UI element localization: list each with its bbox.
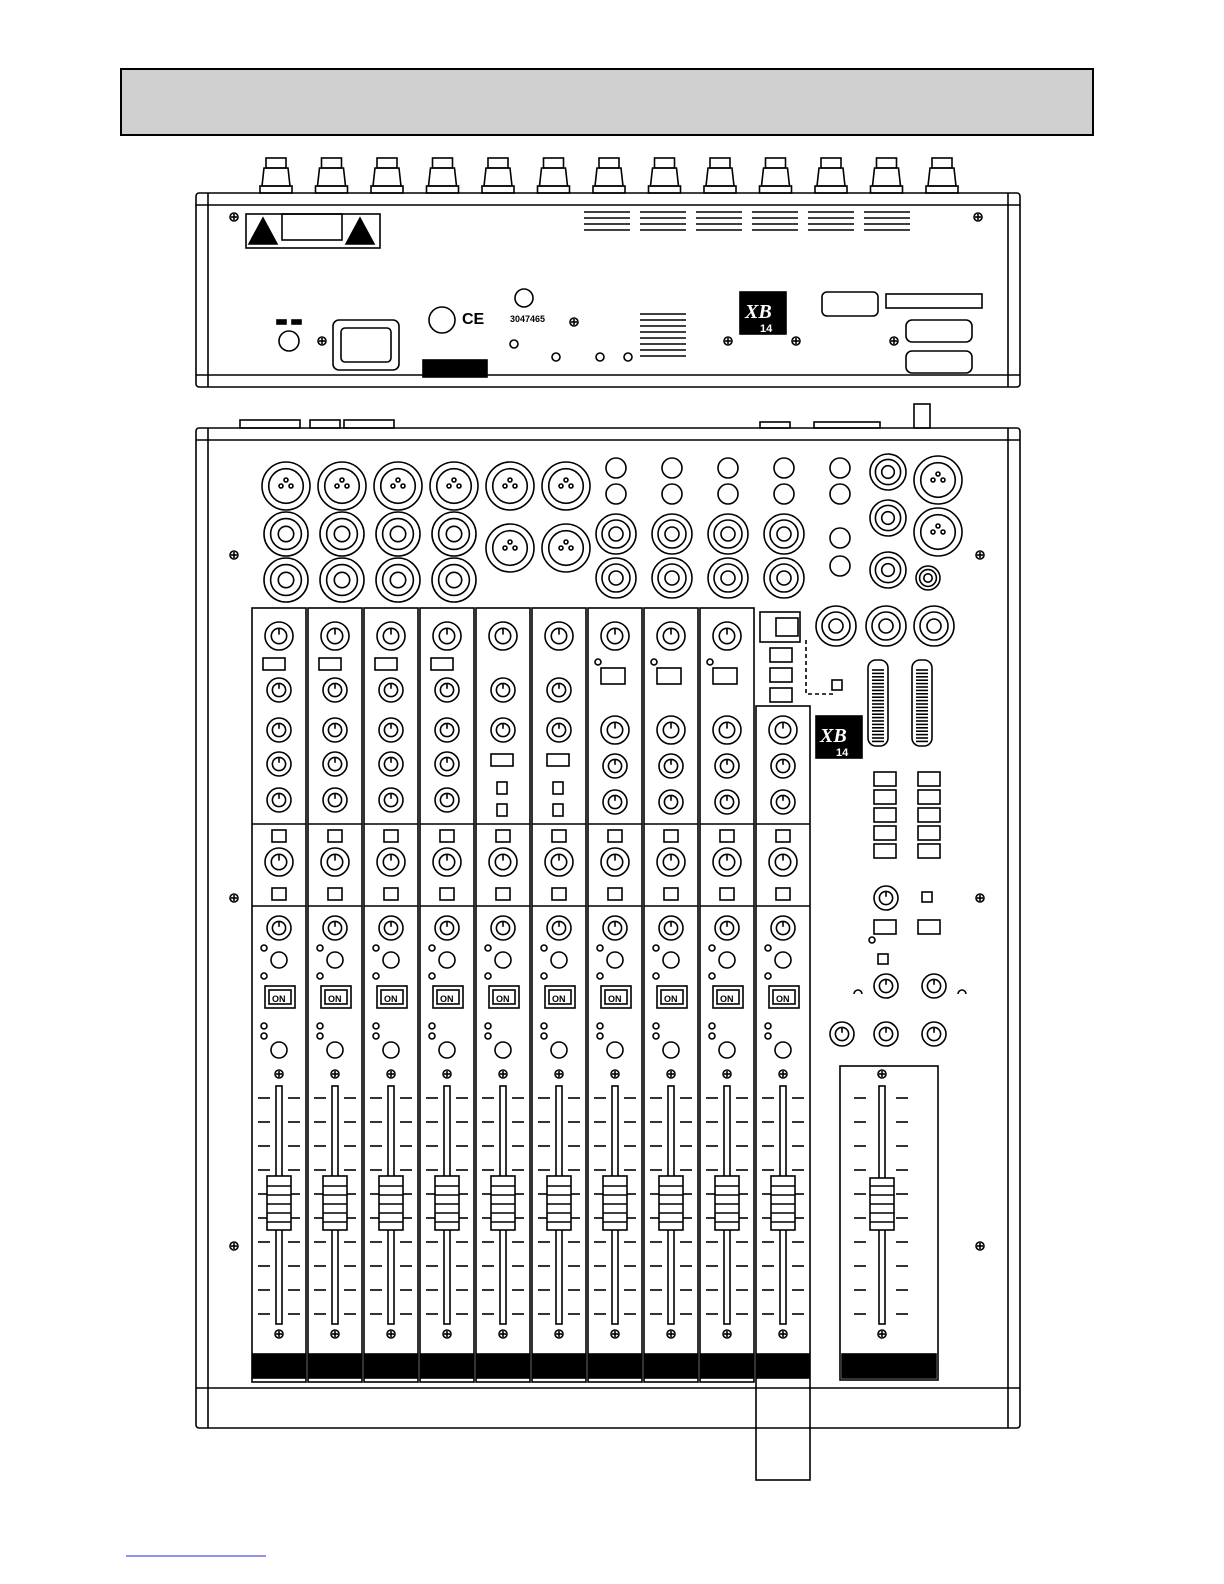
knob-cap-icon bbox=[932, 158, 952, 168]
knob-icon bbox=[547, 678, 571, 702]
scribble-strip bbox=[477, 1354, 529, 1378]
knob-icon bbox=[321, 848, 349, 876]
svg-text:14: 14 bbox=[836, 747, 849, 759]
channel-strip bbox=[756, 706, 810, 1480]
knob-icon bbox=[545, 622, 573, 650]
solo-button-icon bbox=[719, 1042, 735, 1058]
top-edge-connectors bbox=[240, 404, 930, 428]
on-button bbox=[433, 986, 463, 1008]
button-icon bbox=[874, 790, 896, 804]
button-icon bbox=[918, 808, 940, 822]
master-scribble-strip bbox=[842, 1354, 936, 1378]
channel-strips bbox=[252, 608, 810, 1480]
knob-icon bbox=[715, 754, 739, 778]
knob-icon bbox=[491, 718, 515, 742]
on-button bbox=[489, 986, 519, 1008]
button-icon bbox=[547, 754, 569, 766]
knob-icon bbox=[769, 716, 797, 744]
knob-icon bbox=[323, 678, 347, 702]
knob-icon bbox=[874, 1022, 898, 1046]
knob-icon bbox=[435, 788, 459, 812]
knob-icon bbox=[435, 718, 459, 742]
ce-mark: CE bbox=[462, 311, 485, 328]
knob-icon bbox=[323, 916, 347, 940]
knob-icon bbox=[323, 752, 347, 776]
knob-icon bbox=[771, 916, 795, 940]
knob-cap-icon bbox=[266, 158, 286, 168]
scribble-strip bbox=[589, 1354, 641, 1378]
knob-cap-icon bbox=[488, 158, 508, 168]
knob-cap-icon bbox=[766, 158, 786, 168]
knob-icon bbox=[433, 622, 461, 650]
knob-cap-icon bbox=[710, 158, 730, 168]
button-icon bbox=[328, 888, 342, 900]
button-icon bbox=[384, 888, 398, 900]
on-button bbox=[265, 986, 295, 1008]
knob-icon bbox=[489, 848, 517, 876]
knob-icon bbox=[267, 752, 291, 776]
knob-icon bbox=[435, 678, 459, 702]
knob-icon bbox=[379, 718, 403, 742]
knob-icon bbox=[435, 752, 459, 776]
button-icon bbox=[272, 830, 286, 842]
on-label: ON bbox=[384, 994, 398, 1004]
knob-icon bbox=[603, 916, 627, 940]
cert-number: 3047465 bbox=[510, 314, 546, 324]
knob-icon bbox=[603, 754, 627, 778]
select-button-icon bbox=[775, 952, 791, 968]
knob-icon bbox=[321, 622, 349, 650]
button-icon bbox=[918, 844, 940, 858]
on-label: ON bbox=[496, 994, 510, 1004]
button-icon bbox=[608, 830, 622, 842]
rear-knob-row bbox=[260, 158, 958, 193]
knob-icon bbox=[267, 916, 291, 940]
knob-icon bbox=[659, 754, 683, 778]
db25-port bbox=[906, 320, 972, 342]
select-button-icon bbox=[383, 952, 399, 968]
scribble-strip bbox=[533, 1354, 585, 1378]
button-icon bbox=[776, 888, 790, 900]
solo-button-icon bbox=[495, 1042, 511, 1058]
scribble-strip bbox=[645, 1354, 697, 1378]
channel-strip bbox=[476, 608, 530, 1382]
db25-port bbox=[906, 351, 972, 373]
button-icon bbox=[770, 688, 792, 702]
on-label: ON bbox=[328, 994, 342, 1004]
on-label: ON bbox=[776, 994, 790, 1004]
knob-icon bbox=[657, 622, 685, 650]
on-label: ON bbox=[720, 994, 734, 1004]
solo-button-icon bbox=[775, 1042, 791, 1058]
on-label: ON bbox=[664, 994, 678, 1004]
knob-icon bbox=[323, 788, 347, 812]
button-icon bbox=[553, 804, 563, 816]
channel-strip bbox=[308, 608, 362, 1382]
on-button bbox=[713, 986, 743, 1008]
knob-icon bbox=[603, 790, 627, 814]
knob-icon bbox=[323, 718, 347, 742]
knob-cap-icon bbox=[821, 158, 841, 168]
headphones-icon bbox=[958, 990, 966, 994]
knob-cap-icon bbox=[322, 158, 342, 168]
button-icon bbox=[657, 668, 681, 684]
knob-icon bbox=[659, 916, 683, 940]
button-icon bbox=[384, 830, 398, 842]
channel-strip bbox=[364, 608, 418, 1382]
button-icon bbox=[874, 826, 896, 840]
rca-jack-icon bbox=[718, 458, 738, 478]
button-icon bbox=[664, 888, 678, 900]
rear-logo: XB bbox=[745, 301, 772, 323]
select-button-icon bbox=[663, 952, 679, 968]
knob-icon bbox=[922, 974, 946, 998]
button-icon bbox=[552, 888, 566, 900]
knob-icon bbox=[659, 790, 683, 814]
knob-icon bbox=[435, 916, 459, 940]
rca-jack-icon bbox=[606, 458, 626, 478]
solo-button-icon bbox=[271, 1042, 287, 1058]
knob-cap-icon bbox=[544, 158, 564, 168]
scribble-strip bbox=[757, 1354, 809, 1378]
knob-icon bbox=[601, 622, 629, 650]
button-icon bbox=[918, 772, 940, 786]
channel-strip bbox=[700, 608, 754, 1382]
button-icon bbox=[918, 790, 940, 804]
button-icon bbox=[878, 954, 888, 964]
on-button bbox=[321, 986, 351, 1008]
scribble-strip bbox=[365, 1354, 417, 1378]
select-button-icon bbox=[495, 952, 511, 968]
select-button-icon bbox=[327, 952, 343, 968]
knob-icon bbox=[715, 916, 739, 940]
knob-cap-icon bbox=[433, 158, 453, 168]
button-icon bbox=[918, 826, 940, 840]
knob-icon bbox=[267, 788, 291, 812]
channel-strip bbox=[252, 608, 306, 1382]
knob-icon bbox=[657, 716, 685, 744]
on-label: ON bbox=[440, 994, 454, 1004]
power-switch-icon bbox=[279, 331, 299, 351]
top-panel bbox=[196, 404, 1020, 1480]
button-icon bbox=[552, 830, 566, 842]
scribble-strip bbox=[309, 1354, 361, 1378]
scribble-strip bbox=[421, 1354, 473, 1378]
solo-button-icon bbox=[383, 1042, 399, 1058]
on-button bbox=[657, 986, 687, 1008]
knob-icon bbox=[874, 886, 898, 910]
knob-icon bbox=[715, 790, 739, 814]
button-icon bbox=[601, 668, 625, 684]
knob-icon bbox=[601, 716, 629, 744]
button-icon bbox=[375, 658, 397, 670]
input-section bbox=[230, 454, 984, 646]
on-button bbox=[545, 986, 575, 1008]
knob-icon bbox=[491, 678, 515, 702]
button-icon bbox=[770, 648, 792, 662]
knob-icon bbox=[545, 848, 573, 876]
on-label: ON bbox=[272, 994, 286, 1004]
button-icon bbox=[922, 892, 932, 902]
knob-icon bbox=[379, 916, 403, 940]
on-button bbox=[377, 986, 407, 1008]
rear-vents bbox=[584, 212, 910, 230]
button-icon bbox=[874, 920, 896, 934]
rca-jack-icon bbox=[774, 458, 794, 478]
button-icon bbox=[713, 668, 737, 684]
warning-triangle-icon bbox=[249, 218, 277, 244]
svg-text:14: 14 bbox=[760, 323, 773, 335]
select-button-icon bbox=[607, 952, 623, 968]
knob-icon bbox=[377, 622, 405, 650]
channel-strip bbox=[532, 608, 586, 1382]
rca-jack-icon bbox=[662, 458, 682, 478]
knob-icon bbox=[433, 848, 461, 876]
rca-jack-icon bbox=[830, 458, 850, 478]
knob-icon bbox=[265, 848, 293, 876]
button-icon bbox=[328, 830, 342, 842]
button-icon bbox=[874, 844, 896, 858]
knob-icon bbox=[657, 848, 685, 876]
knob-icon bbox=[491, 916, 515, 940]
knob-cap-icon bbox=[877, 158, 897, 168]
button-icon bbox=[497, 804, 507, 816]
button-icon bbox=[440, 888, 454, 900]
warning-triangle-icon bbox=[346, 218, 374, 244]
knob-icon bbox=[771, 790, 795, 814]
rca-jack-icon bbox=[718, 484, 738, 504]
solo-button-icon bbox=[607, 1042, 623, 1058]
knob-cap-icon bbox=[599, 158, 619, 168]
knob-icon bbox=[922, 1022, 946, 1046]
channel-strip bbox=[588, 608, 642, 1382]
on-button bbox=[769, 986, 799, 1008]
knob-icon bbox=[379, 788, 403, 812]
knob-icon bbox=[601, 848, 629, 876]
rca-jack-icon bbox=[606, 484, 626, 504]
button-icon bbox=[664, 830, 678, 842]
knob-icon bbox=[377, 848, 405, 876]
rca-jack-icon bbox=[662, 484, 682, 504]
knob-icon bbox=[379, 752, 403, 776]
button-icon bbox=[720, 888, 734, 900]
button-icon bbox=[608, 888, 622, 900]
dip-switches bbox=[886, 294, 982, 308]
rca-jack-icon bbox=[830, 556, 850, 576]
button-icon bbox=[491, 754, 513, 766]
button-icon bbox=[497, 782, 507, 794]
knob-cap-icon bbox=[377, 158, 397, 168]
solo-button-icon bbox=[327, 1042, 343, 1058]
button-icon bbox=[263, 658, 285, 670]
rca-jack-icon bbox=[774, 484, 794, 504]
db9-port bbox=[822, 292, 878, 316]
select-button-icon bbox=[439, 952, 455, 968]
rca-jack-icon bbox=[830, 484, 850, 504]
fuse-holder-icon bbox=[429, 307, 455, 333]
etl-cert-icon bbox=[515, 289, 533, 307]
knob-icon bbox=[547, 916, 571, 940]
knob-icon bbox=[874, 974, 898, 998]
scribble-strip bbox=[701, 1354, 753, 1378]
button-icon bbox=[319, 658, 341, 670]
logo-text: XB bbox=[820, 725, 847, 747]
knob-icon bbox=[713, 622, 741, 650]
knob-icon bbox=[713, 848, 741, 876]
button-icon bbox=[496, 830, 510, 842]
select-button-icon bbox=[551, 952, 567, 968]
on-button bbox=[601, 986, 631, 1008]
on-label: ON bbox=[552, 994, 566, 1004]
select-button-icon bbox=[271, 952, 287, 968]
button-icon bbox=[918, 920, 940, 934]
button-icon bbox=[720, 830, 734, 842]
button-icon bbox=[874, 772, 896, 786]
solo-button-icon bbox=[551, 1042, 567, 1058]
button-icon bbox=[272, 888, 286, 900]
knob-icon bbox=[379, 678, 403, 702]
solo-button-icon bbox=[439, 1042, 455, 1058]
button-icon bbox=[776, 830, 790, 842]
knob-cap-icon bbox=[655, 158, 675, 168]
button-icon bbox=[874, 808, 896, 822]
button-icon bbox=[431, 658, 453, 670]
button-icon bbox=[496, 888, 510, 900]
knob-icon bbox=[769, 848, 797, 876]
knob-icon bbox=[713, 716, 741, 744]
headphones-icon bbox=[854, 990, 862, 994]
button-icon bbox=[440, 830, 454, 842]
knob-icon bbox=[267, 678, 291, 702]
button-icon bbox=[770, 668, 792, 682]
button-icon bbox=[553, 782, 563, 794]
select-button-icon bbox=[719, 952, 735, 968]
rca-jack-icon bbox=[830, 528, 850, 548]
channel-strip bbox=[420, 608, 474, 1382]
knob-icon bbox=[830, 1022, 854, 1046]
solo-button-icon bbox=[663, 1042, 679, 1058]
knob-icon bbox=[265, 622, 293, 650]
knob-icon bbox=[547, 718, 571, 742]
knob-icon bbox=[489, 622, 517, 650]
on-label: ON bbox=[608, 994, 622, 1004]
rear-panel bbox=[196, 158, 1020, 387]
knob-icon bbox=[771, 754, 795, 778]
button-icon bbox=[832, 680, 842, 690]
scribble-strip bbox=[253, 1354, 305, 1378]
usb-port-icon bbox=[760, 612, 800, 642]
channel-strip bbox=[644, 608, 698, 1382]
knob-icon bbox=[267, 718, 291, 742]
